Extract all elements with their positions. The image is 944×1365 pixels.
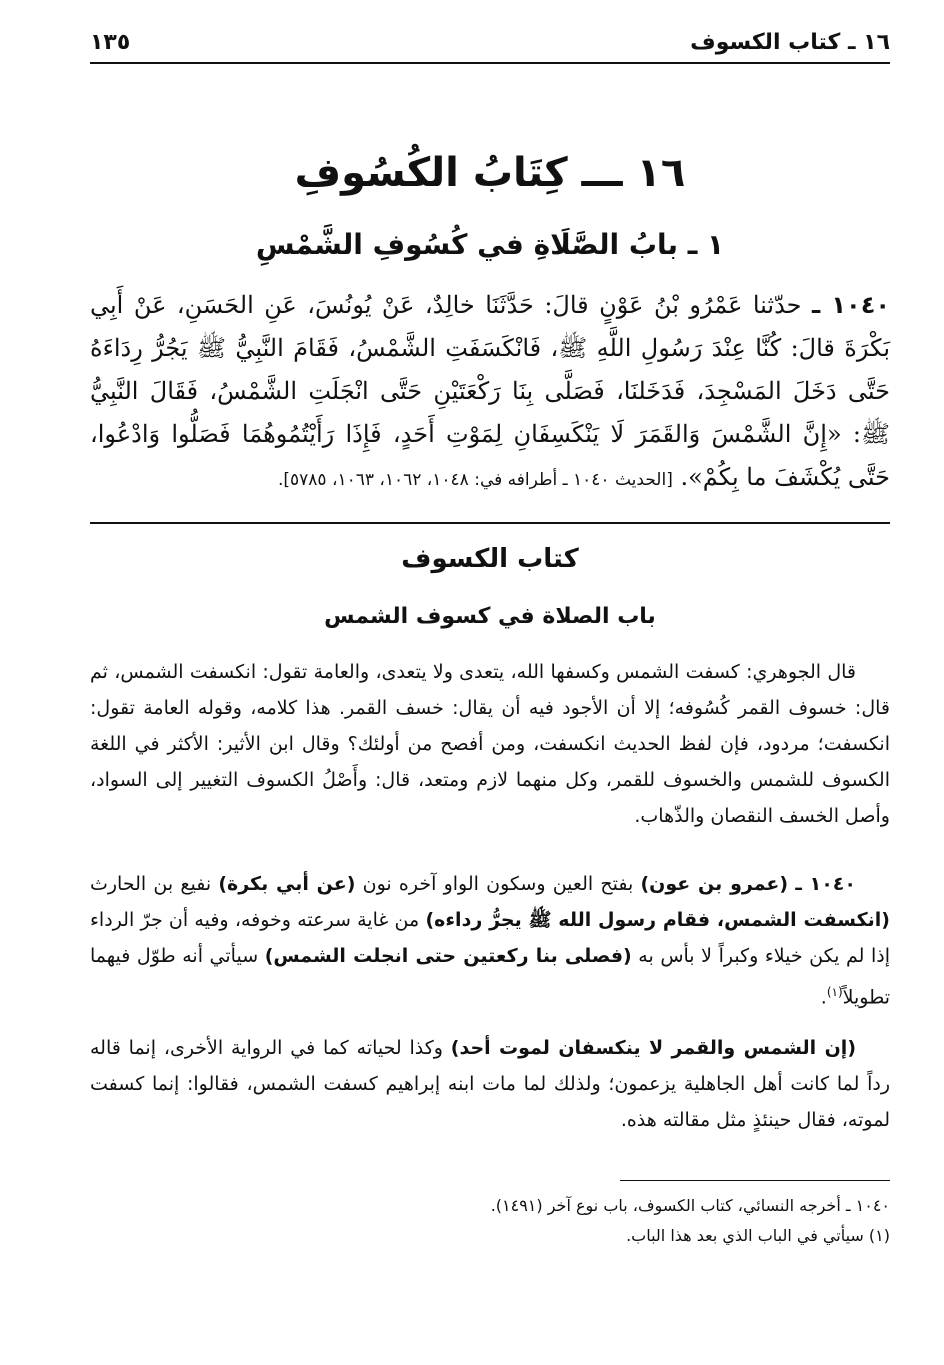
commentary-text: من غاية سرعته وخوفه، وفيه أن جرّ الرداء إذا لم يكن خيلاء وكبراً لا بأس به xyxy=(90,909,890,967)
commentary-paragraph-1: قال الجوهري: كسفت الشمس وكسفها الله، يتعدى ولا يتعدى، والعامة تقول: انكسفت الشمس، ثم قال: خسوف القمر كُسُوفه؛ إلا أن الأجود فيه أن يقال: خسف القمر. هذا كلامه، وقوله العامة تقول: انكسفت؛ مردود، فإن لفظ الحديث انكسفت، ومن أفصح من أولئك؟ وقال ابن الأثير: الأكثر في اللغة الكسوف للشمس والخسوف للقمر، وكل منهما لازم ومتعد، قال: وأَصْلُ الكسوف التغيير إلى السواد، وأصل الخسف النقصان والذّهاب. xyxy=(90,661,890,827)
footnote-1: ١٠٤٠ ـ أخرجه النسائي، كتاب الكسوف، باب نوع آخر (١٤٩١). xyxy=(490,1196,890,1215)
commentary-text: . xyxy=(820,986,827,1009)
hadith-text-block xyxy=(90,284,890,502)
header-chapter-title: ١٦ ـ كتاب الكسوف xyxy=(690,30,890,55)
commentary-hadith-number: ١٠٤٠ ـ xyxy=(795,873,856,895)
footnote-marker[interactable]: (١) xyxy=(826,985,843,999)
hadith-number: ١٠٤٠ ـ xyxy=(812,291,890,319)
divider-rule xyxy=(90,522,890,524)
commentary-text: وكذا لحياته كما في الرواية الأخرى، إنما قاله رداً لما كانت أهل الجاهلية يزعمون؛ ولذلك لما مات ابنه إبراهيم كسفت الشمس، فقالوا: إنما كسفت لموته، فقال حينئذٍ مثل مقالته هذه. xyxy=(90,1037,890,1131)
page-number: ١٣٥ xyxy=(90,30,131,55)
chapter-title: ١٦ ـــ كِتَابُ الكُسُوفِ xyxy=(294,150,686,196)
section-title: ١ ـ بابُ الصَّلَاةِ في كُسُوفِ الشَّمْسِ xyxy=(255,228,725,261)
quoted-phrase: (إن الشمس والقمر لا ينكسفان لموت أحد) xyxy=(450,1037,857,1059)
commentary-paragraph-3 xyxy=(90,1030,890,1138)
commentary-text: سيأتي أنه طوّل فيهما تطويلاً xyxy=(90,945,890,1009)
running-header xyxy=(90,28,890,64)
hadith-body: حدّثنا عَمْرُو بْنُ عَوْنٍ قالَ: حَدَّثَنَا خالِدٌ، عَنْ يُونُسَ، عَنِ الحَسَنِ، عَنْ أَبِي بَكْرَةَ قالَ: كُنَّا عِنْدَ رَسُولِ اللَّهِ ﷺ، فَانْكَسَفَتِ الشَّمْسُ، فَقَامَ النَّبِيُّ ﷺ يَجُرُّ رِدَاءَهُ حَتَّى دَخَلَ المَسْجِدَ، فَدَخَلنَا، فَصَلَّى بِنَا رَكْعَتَيْنِ حَتَّى انْجَلَتِ الشَّمْسُ، فَقَالَ النَّبِيُّ ﷺ: «إِنَّ الشَّمْسَ وَالقَمَرَ لَا يَنْكَسِفَانِ لِمَوْتِ أَحَدٍ، فَإِذَا رَأَيْتُمُوهُمَا فَصَلُّوا وَادْعُوا، حَتَّى يُكْشَفَ ما بِكُمْ». xyxy=(90,291,890,491)
hadith-reference: [الحديث ١٠٤٠ ـ أطرافه في: ١٠٤٨، ١٠٦٢، ١٠٦٣، ٥٧٨٥]. xyxy=(277,470,673,490)
commentary-text: نفيع بن الحارث xyxy=(90,873,219,895)
commentary-paragraph-2 xyxy=(90,866,890,1015)
book-page xyxy=(90,0,890,1365)
quoted-phrase: (فصلى بنا ركعتين حتى انجلت الشمس) xyxy=(264,945,632,967)
quoted-phrase: (عمرو بن عون) xyxy=(640,873,789,895)
commentary-section-title: باب الصلاة في كسوف الشمس xyxy=(324,604,656,629)
quoted-phrase: (انكسفت الشمس، فقام رسول الله ﷺ يجرُّ رداءه) xyxy=(425,909,890,931)
quoted-phrase: (عن أبي بكرة) xyxy=(218,873,356,895)
footnote-divider xyxy=(620,1180,890,1181)
footnote-2: (١) سيأتي في الباب الذي بعد هذا الباب. xyxy=(626,1226,890,1245)
commentary-text: بفتح العين وسكون الواو آخره نون xyxy=(355,873,641,895)
commentary-chapter-title: كتاب الكسوف xyxy=(401,544,579,574)
